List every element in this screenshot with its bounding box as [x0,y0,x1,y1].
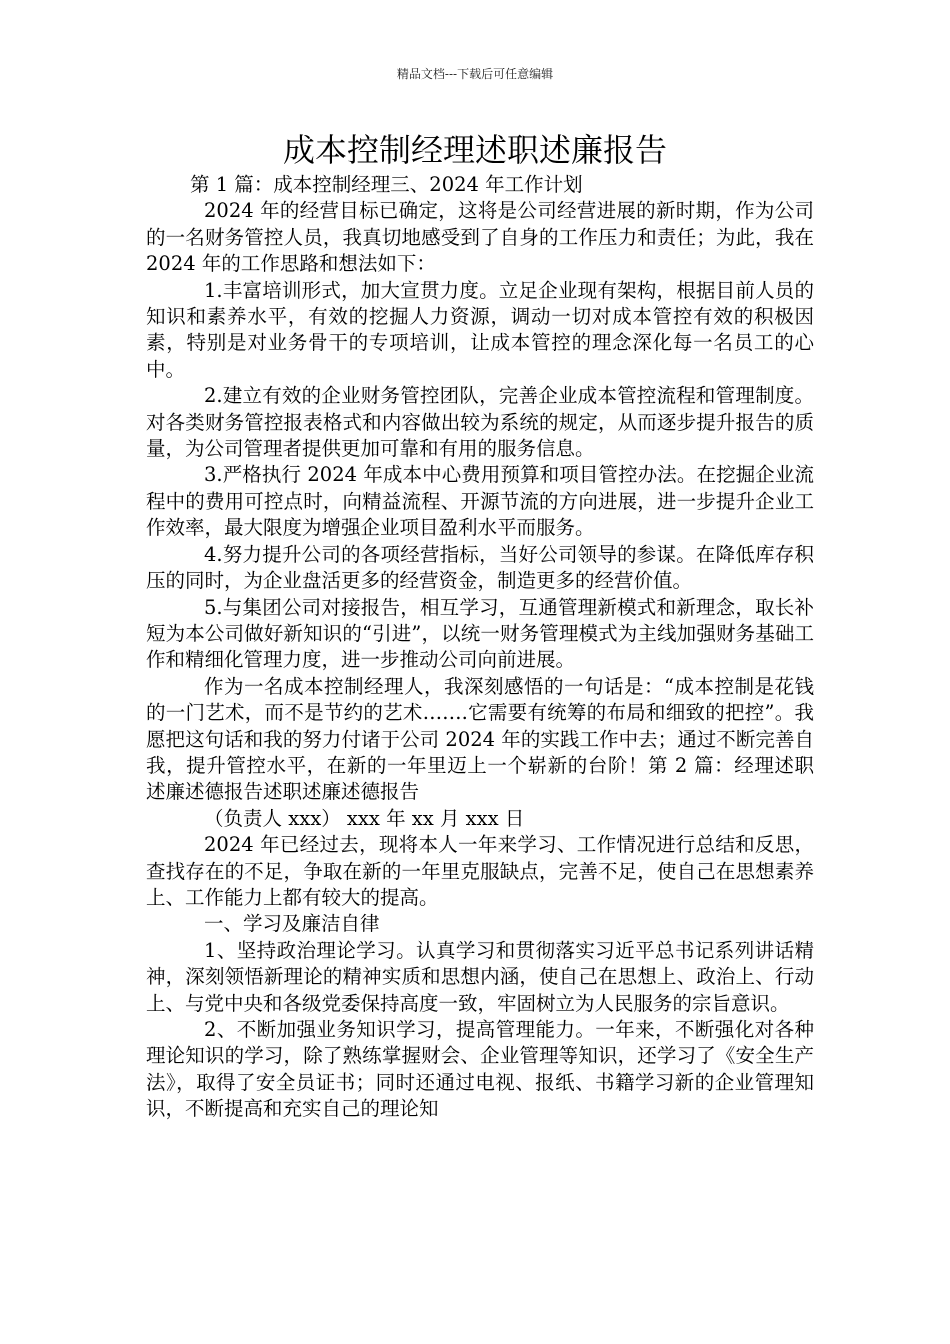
paragraph: 4.努力提升公司的各项经营指标，当好公司领导的参谋。在降低库存积压的同时，为企业盘活更多的经营资金，制造更多的经营价值。 [146,542,814,593]
header-watermark: 精品文档---下载后可任意编辑 [396,67,554,81]
paragraph: 3.严格执行 2024 年成本中心费用预算和项目管控办法。在挖掘企业流程中的费用可控点时，向精益流程、开源节流的方向进展，进一步提升企业工作效率，最大限度为增强企业项目盈利水平而服务。 [146,463,814,540]
paragraph: 2024 年的经营目标已确定，这将是公司经营进展的新时期，作为公司的一名财务管控人员，我真切地感受到了自身的工作压力和责任；为此，我在 2024 年的工作思路和想法如下： [146,199,814,276]
paragraph: 5.与集团公司对接报告，相互学习，互通管理新模式和新理念，取长补短为本公司做好新知识的“引进”，以统一财务管理模式为主线加强财务基础工作和精细化管理力度，进一步推动公司向前进展。 [146,595,814,672]
paragraph: 2.建立有效的企业财务管控团队，完善企业成本管控流程和管理制度。对各类财务管控报表格式和内容做出较为系统的规定，从而逐步提升报告的质量，为公司管理者提供更加可靠和有用的服务信息。 [146,384,814,461]
section-subtitle: 第 1 篇：成本控制经理三、2024 年工作计划 [190,173,583,196]
paragraph: 1.丰富培训形式，加大宣贯力度。立足企业现有架构，根据目前人员的知识和素养水平，有效的挖掘人力资源，调动一切对成本管控有效的积极因素，特别是对业务骨干的专项培训，让成本管控的理念深化每一名员工的心中。 [146,278,814,381]
paragraph: 1、坚持政治理论学习。认真学习和贯彻落实习近平总书记系列讲话精神，深刻领悟新理论的精神实质和思想内涵，使自己在思想上、政治上、行动上、与党中央和各级党委保持高度一致，牢固树立为人民服务的宗旨意识。 [146,938,814,1015]
paragraph: 2024 年已经过去，现将本人一年来学习、工作情况进行总结和反思，查找存在的不足，争取在新的一年里克服缺点，完善不足，使自己在思想素养上、工作能力上都有较大的提高。 [146,833,814,909]
document-title: 成本控制经理述职述廉报告 [282,131,667,169]
paragraph: 作为一名成本控制经理人，我深刻感悟的一句话是：“成本控制是花钱的一门艺术，而不是节约的艺术…….它需要有统筹的布局和细致的把控”。我愿把这句话和我的努力付诸于公司 2024 年的实践工作中去；通过不断完善自我，提升管控水平，在新的一年里迈上一个崭新的台阶！第 2 篇：经理述职述廉述德报告述职述廉述德报告 [146,674,814,804]
document-body [146,172,814,1123]
section-heading: 一、学习及廉洁自律 [204,912,380,936]
byline: （负责人 xxx） xxx 年 xx 月 xxx 日 [204,806,525,830]
paragraph: 2、不断加强业务知识学习，提高管理能力。一年来，不断强化对各种理论知识的学习，除了熟练掌握财会、企业管理等知识，还学习了《安全生产法》，取得了安全员证书；同时还通过电视、报纸、书籍学习新的企业管理知识，不断提高和充实自己的理论知 [146,1018,814,1121]
